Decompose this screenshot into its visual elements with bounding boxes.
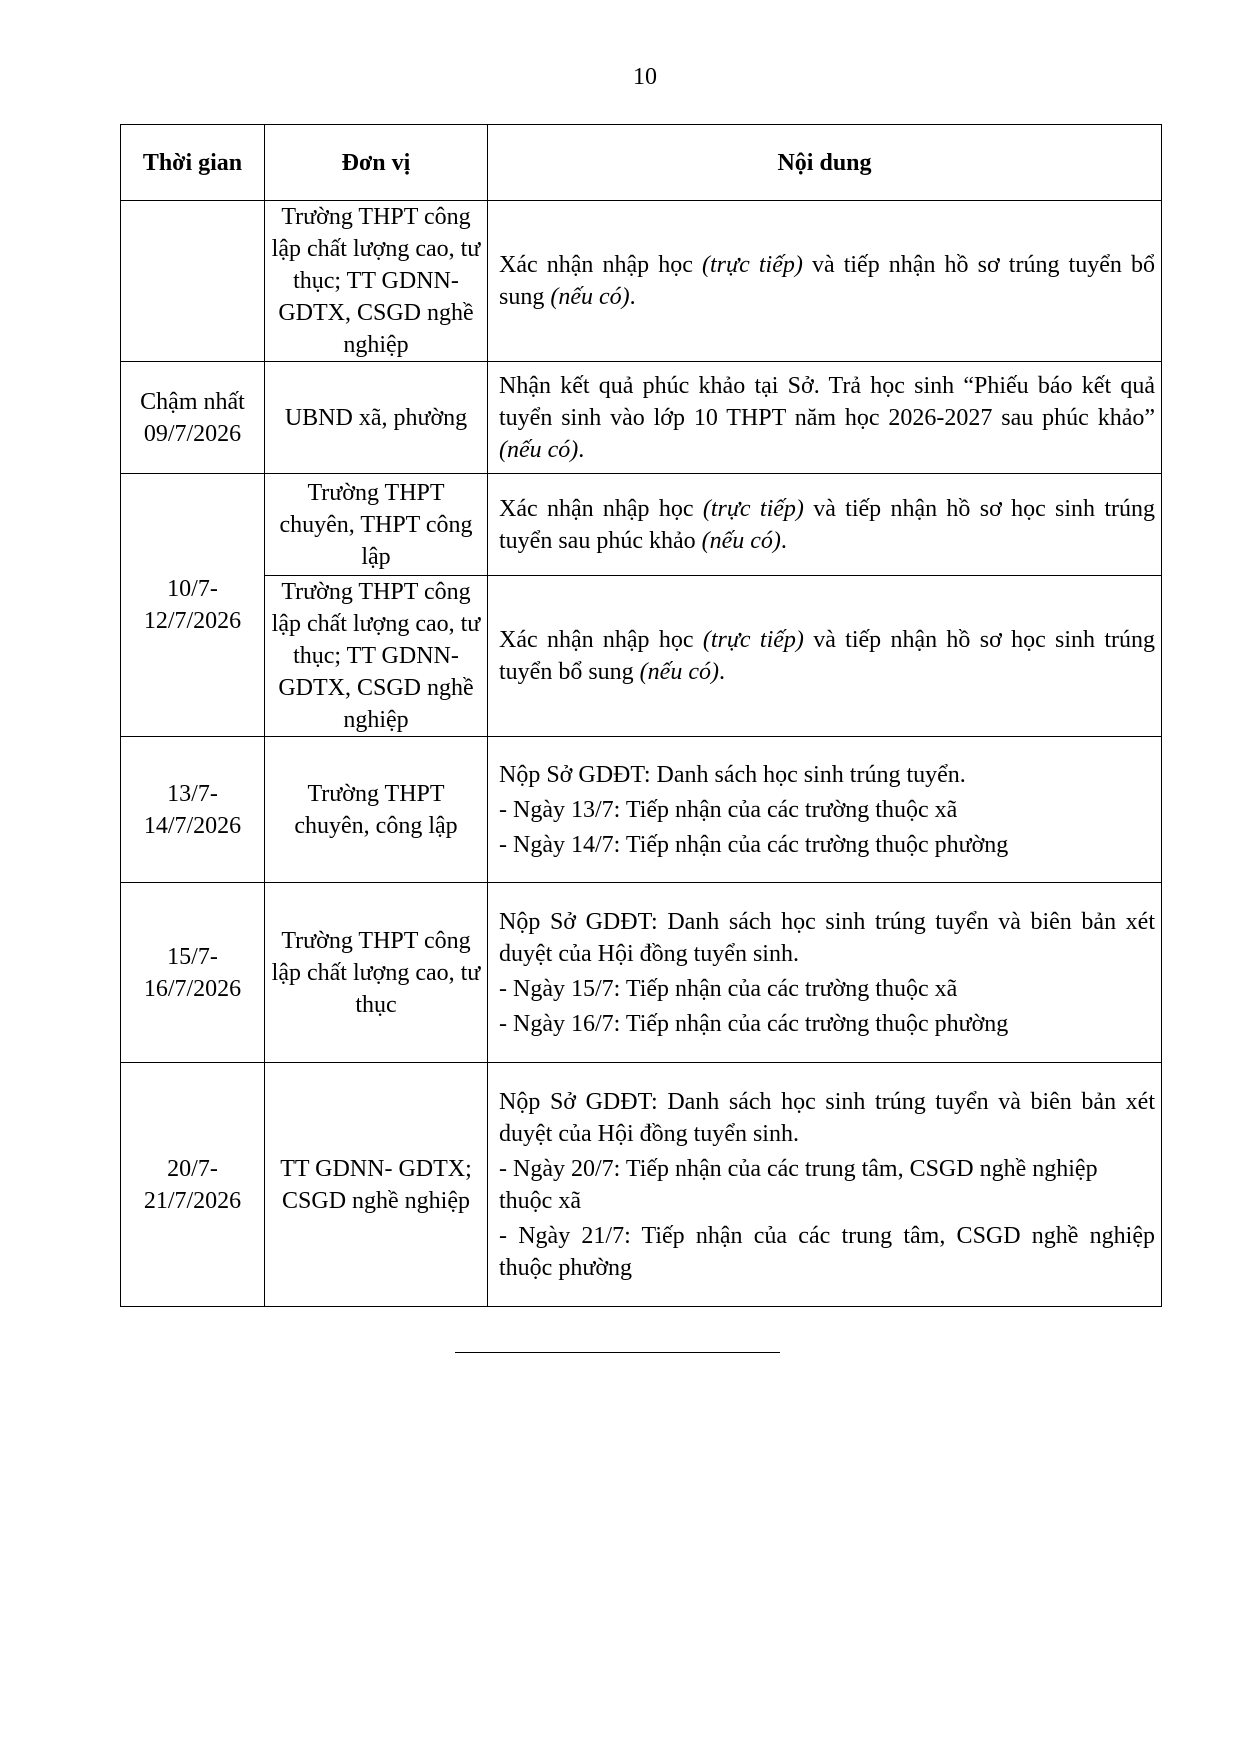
content-text: Xác nhận nhập học: [499, 252, 703, 278]
end-of-document-rule: [455, 1352, 780, 1353]
table-row: [121, 474, 1162, 576]
content-cell: [488, 1063, 1162, 1307]
content-text: .: [629, 284, 636, 310]
content-line: - Ngày 14/7: Tiếp nhận của các trường thuộc phường: [499, 831, 1009, 858]
content-text: Xác nhận nhập học: [499, 495, 703, 522]
content-cell: [488, 201, 1162, 362]
content-italic: (trực tiếp): [702, 495, 804, 522]
content-line: - Ngày 20/7: Tiếp nhận của các trung tâm, CSGD nghề nghiệp thuộc xã: [499, 1155, 1098, 1214]
unit-cell: Trường THPT công lập chất lượng cao, tư thục; TT GDNN-GDTX, CSGD nghề nghiệp: [265, 201, 488, 362]
unit-cell: Trường THPT chuyên, THPT công lập: [265, 474, 488, 576]
time-cell: 13/7- 14/7/2026: [121, 737, 265, 883]
content-cell: [488, 576, 1162, 737]
table-row: [121, 737, 1162, 883]
time-cell: Chậm nhất 09/7/2026: [121, 362, 265, 474]
content-cell: [488, 362, 1162, 474]
time-cell: 15/7- 16/7/2026: [121, 883, 265, 1063]
content-line: Nộp Sở GDĐT: Danh sách học sinh trúng tuyển.: [499, 761, 966, 788]
content-line: - Ngày 21/7: Tiếp nhận của các trung tâm, CSGD nghề nghiệp thuộc phường: [499, 1222, 1155, 1281]
table-row: [121, 883, 1162, 1063]
unit-cell: Trường THPT công lập chất lượng cao, tư thục; TT GDNN-GDTX, CSGD nghề nghiệp: [265, 576, 488, 737]
content-text: .: [578, 436, 585, 463]
content-text: Nhận kết quả phúc khảo tại Sở. Trả học sinh “Phiếu báo kết quả tuyển sinh vào lớp 10 THPT năm học 2026-2027 sau phúc khảo”: [499, 372, 1155, 431]
header-content: Nội dung: [488, 125, 1162, 201]
content-text: .: [718, 659, 725, 685]
header-unit: Đơn vị: [265, 125, 488, 201]
table-row: [121, 201, 1162, 362]
header-time: Thời gian: [121, 125, 265, 201]
content-italic: (nếu có): [550, 284, 630, 310]
table-header-row: [121, 125, 1162, 201]
content-text: và tiếp nhận hồ sơ trúng tuyển bổ sung: [499, 252, 1155, 310]
content-line: - Ngày 13/7: Tiếp nhận của các trường thuộc xã: [499, 796, 958, 823]
content-text: và tiếp nhận hồ sơ học sinh trúng tuyển sau phúc khảo: [499, 495, 1156, 554]
content-line: - Ngày 15/7: Tiếp nhận của các trường thuộc xã: [499, 975, 958, 1002]
content-cell: [488, 883, 1162, 1063]
page-number: 10: [633, 64, 657, 90]
content-italic: (trực tiếp): [702, 252, 803, 278]
table-row: [121, 1063, 1162, 1307]
content-italic: (trực tiếp): [702, 627, 804, 653]
time-cell: [121, 201, 265, 362]
content-line: - Ngày 16/7: Tiếp nhận của các trường thuộc phường: [499, 1010, 1009, 1037]
content-text: và tiếp nhận hồ sơ học sinh trúng tuyển bổ sung: [499, 627, 1156, 685]
unit-cell: Trường THPT chuyên, công lập: [265, 737, 488, 883]
time-cell: 20/7- 21/7/2026: [121, 1063, 265, 1307]
table-row: [121, 362, 1162, 474]
content-line: Nộp Sở GDĐT: Danh sách học sinh trúng tuyển và biên bản xét duyệt của Hội đồng tuyển sinh.: [499, 908, 1155, 967]
content-cell: [488, 737, 1162, 883]
content-italic: (nếu có): [701, 527, 781, 554]
content-italic: (nếu có): [639, 659, 719, 685]
content-text: .: [780, 527, 787, 554]
table-row: [121, 576, 1162, 737]
unit-cell: UBND xã, phường: [265, 362, 488, 474]
content-cell: [488, 474, 1162, 576]
unit-cell: Trường THPT công lập chất lượng cao, tư thục: [265, 883, 488, 1063]
content-text: Xác nhận nhập học: [499, 627, 703, 653]
content-italic: (nếu có): [499, 436, 579, 463]
unit-cell: TT GDNN- GDTX; CSGD nghề nghiệp: [265, 1063, 488, 1307]
admission-schedule-table: [120, 124, 1162, 1307]
time-cell: 10/7- 12/7/2026: [121, 474, 265, 737]
content-line: Nộp Sở GDĐT: Danh sách học sinh trúng tuyển và biên bản xét duyệt của Hội đồng tuyển sinh.: [499, 1088, 1155, 1147]
